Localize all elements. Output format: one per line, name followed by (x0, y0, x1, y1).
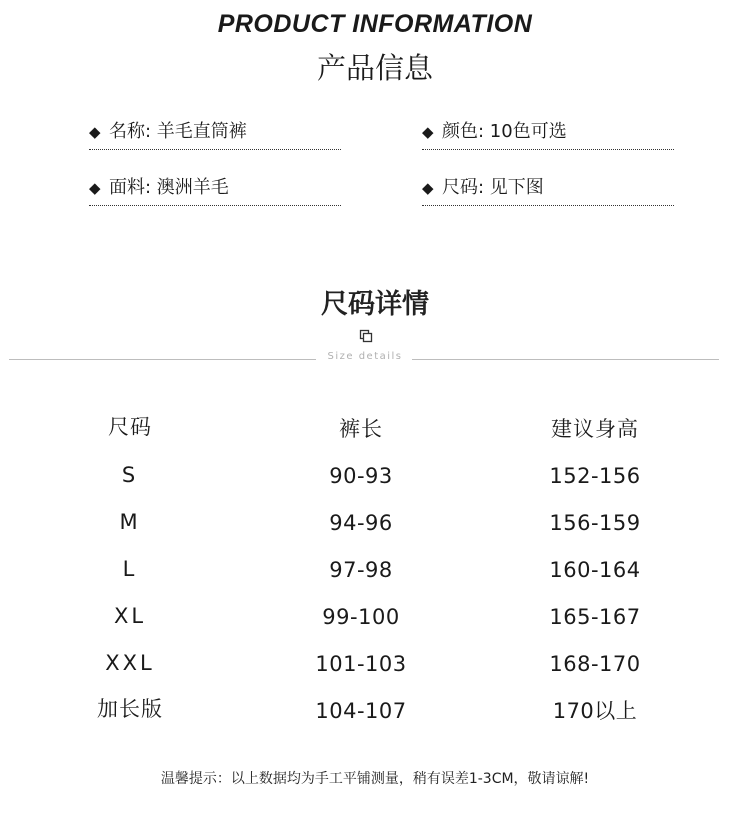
cell-size: M (119, 510, 141, 534)
info-item-name (89, 114, 341, 150)
info-label: 面料: (109, 177, 157, 198)
divider-line-left (9, 359, 316, 360)
cell-height: 165-167 (549, 605, 641, 629)
diamond-bullet-icon: ◆ (422, 123, 434, 141)
divider-line-right (412, 359, 719, 360)
product-info-title-en: PRODUCT INFORMATION (217, 10, 533, 38)
cell-size: XXL (105, 651, 155, 675)
info-value: 澳洲羊毛 (156, 177, 229, 198)
info-label: 名称: (109, 121, 157, 142)
info-item-size (422, 170, 674, 206)
info-item-fabric (89, 170, 341, 206)
header-suggested-height: 建议身高 (551, 417, 639, 441)
diamond-bullet-icon: ◆ (89, 179, 101, 197)
header-size: 尺码 (108, 415, 152, 439)
cell-height: 160-164 (549, 558, 641, 582)
double-square-icon (358, 328, 374, 344)
size-details-subtitle: Size details (327, 351, 403, 362)
diamond-bullet-icon: ◆ (89, 123, 101, 141)
info-value: 羊毛直筒裤 (156, 121, 247, 142)
cell-height: 152-156 (549, 464, 641, 488)
info-label: 尺码: (442, 177, 490, 198)
info-item-color (422, 114, 674, 150)
cell-size: L (122, 557, 138, 581)
cell-length: 101-103 (315, 652, 407, 676)
measurement-note: 温馨提示：以上数据均为手工平铺测量，稍有误差1-3CM，敬请谅解! (160, 771, 590, 787)
cell-size: S (121, 463, 139, 487)
header-pants-length: 裤长 (339, 417, 383, 441)
info-value: 10色可选 (489, 121, 567, 142)
cell-height: 168-170 (549, 652, 641, 676)
cell-length: 97-98 (329, 558, 393, 582)
info-value: 见下图 (489, 177, 544, 198)
product-info-title-cn: 产品信息 (316, 51, 433, 85)
size-details-title: 尺码详情 (321, 289, 429, 320)
diamond-bullet-icon: ◆ (422, 179, 434, 197)
cell-length: 94-96 (329, 511, 393, 535)
info-label: 颜色: (442, 121, 490, 142)
cell-size: XL (113, 604, 147, 628)
cell-height: 170以上 (552, 699, 638, 723)
cell-length: 99-100 (322, 605, 400, 629)
cell-length: 90-93 (329, 464, 393, 488)
cell-height: 156-159 (549, 511, 641, 535)
cell-length: 104-107 (315, 699, 407, 723)
cell-size: 加长版 (97, 697, 163, 721)
